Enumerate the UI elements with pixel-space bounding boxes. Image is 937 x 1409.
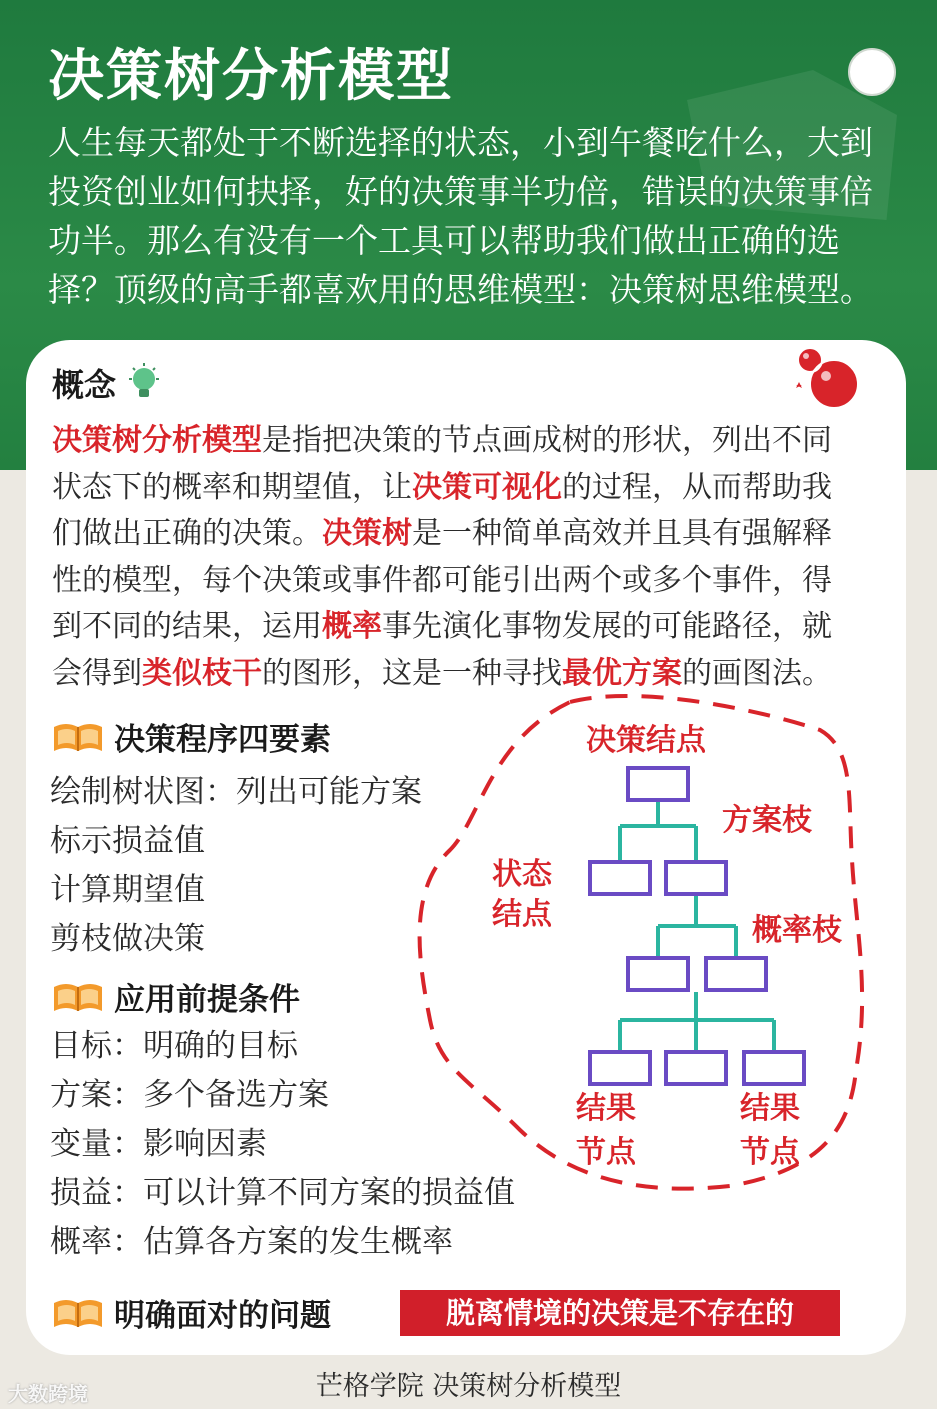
list-item: 绘制树状图：列出可能方案	[50, 774, 422, 810]
list-item: 方案：多个备选方案	[50, 1077, 329, 1113]
open-book-icon	[50, 719, 106, 755]
intro-line: 择？顶级的高手都喜欢用的思维模型：决策树思维模型。	[48, 270, 873, 309]
state-node-box	[666, 862, 726, 894]
problem-heading	[50, 1290, 331, 1335]
elements-list	[50, 768, 422, 964]
intro-line: 人生每天都处于不断选择的状态，小到午餐吃什么，大到	[48, 123, 873, 162]
lightbulb-icon	[124, 361, 164, 405]
concept-text: 是一种简单高效并且具有强解释	[412, 516, 832, 551]
card-title: 决策树分析模型	[48, 44, 454, 109]
concept-text: 到不同的结果，运用	[52, 609, 322, 644]
watermark: 大数跨境	[8, 1382, 88, 1406]
highlight-term: 决策树分析模型	[52, 423, 262, 458]
label-result-right-1: 结果	[740, 1091, 800, 1126]
list-item: 变量：影响因素	[50, 1126, 267, 1162]
highlight-term: 最优方案	[562, 655, 682, 691]
concept-line	[52, 558, 902, 605]
list-item: 目标：明确的目标	[50, 1028, 298, 1064]
intro-line: 投资创业如何抉择，好的决策事半功倍，错误的决策事倍	[48, 172, 873, 211]
label-result-left-2: 节点	[576, 1135, 636, 1170]
result-branch	[620, 992, 774, 1050]
list-item: 标示损益值	[50, 823, 205, 859]
concept-line	[52, 604, 902, 651]
concept-text: 是指把决策的节点画成树的形状，列出不同	[262, 423, 832, 458]
concept-text: 事先演化事物发展的可能路径，就	[382, 609, 832, 644]
intro-line: 功半。那么有没有一个工具可以帮助我们做出正确的选	[48, 221, 840, 260]
concept-heading	[52, 360, 164, 406]
concept-text: 们做出正确的决策。	[52, 516, 322, 551]
punch-hole	[848, 48, 896, 96]
list-item: 概率：估算各方案的发生概率	[50, 1224, 453, 1260]
footer-caption: 芒格学院 决策树分析模型	[315, 1371, 622, 1402]
chance-node-box	[628, 958, 688, 990]
label-plan-branch: 方案枝	[722, 803, 812, 838]
probability-branch	[658, 896, 736, 956]
list-item: 计算期望值	[50, 872, 205, 908]
concept-text: 的画图法。	[682, 655, 832, 691]
concept-text: 的图形，这是一种寻找	[262, 655, 562, 691]
problem-heading-label: 明确面对的问题	[114, 1298, 331, 1334]
open-book-icon	[50, 1295, 106, 1331]
prerequisites-heading	[50, 974, 300, 1019]
list-item: 剪枝做决策	[50, 921, 205, 957]
concept-text: 会得到	[52, 655, 142, 691]
elements-heading	[50, 714, 331, 759]
decision-tree-diagram	[400, 690, 890, 1200]
prerequisites-heading-label: 应用前提条件	[114, 982, 300, 1018]
plan-branch	[620, 800, 696, 860]
highlight-term: 概率	[322, 609, 382, 644]
concept-text: 的过程，从而帮助我	[562, 469, 832, 505]
state-node-box	[590, 862, 650, 894]
concept-line	[52, 418, 902, 465]
label-result-right-2: 节点	[740, 1135, 800, 1170]
concept-text: 性的模型，每个决策或事件都可能引出两个或多个事件，得	[52, 562, 832, 598]
label-result-left-1: 结果	[576, 1091, 636, 1126]
highlight-term: 决策树	[322, 516, 412, 551]
bubbles-icon	[786, 338, 866, 418]
concept-text: 状态下的概率和期望值，让	[52, 469, 412, 505]
concept-heading-label: 概念	[52, 366, 117, 404]
concept-line	[52, 465, 902, 512]
label-state-node-2: 结点	[492, 897, 552, 932]
label-decision-node: 决策结点	[586, 723, 706, 758]
problem-banner: 脱离情境的决策是不存在的	[400, 1290, 840, 1336]
label-state-node-1: 状态	[492, 857, 552, 892]
label-prob-branch: 概率枝	[752, 913, 842, 948]
intro-paragraph	[48, 118, 908, 314]
concept-line	[52, 511, 902, 558]
highlight-term: 类似枝干	[142, 655, 262, 691]
result-node-box	[666, 1052, 726, 1084]
result-node-box	[590, 1052, 650, 1084]
list-item: 损益：可以计算不同方案的损益值	[50, 1175, 515, 1211]
decision-node-box	[628, 768, 688, 800]
open-book-icon	[50, 979, 106, 1015]
highlight-term: 决策可视化	[412, 469, 562, 505]
concept-paragraph	[52, 418, 902, 697]
chance-node-box	[706, 958, 766, 990]
result-node-box	[744, 1052, 804, 1084]
elements-heading-label: 决策程序四要素	[114, 722, 331, 758]
